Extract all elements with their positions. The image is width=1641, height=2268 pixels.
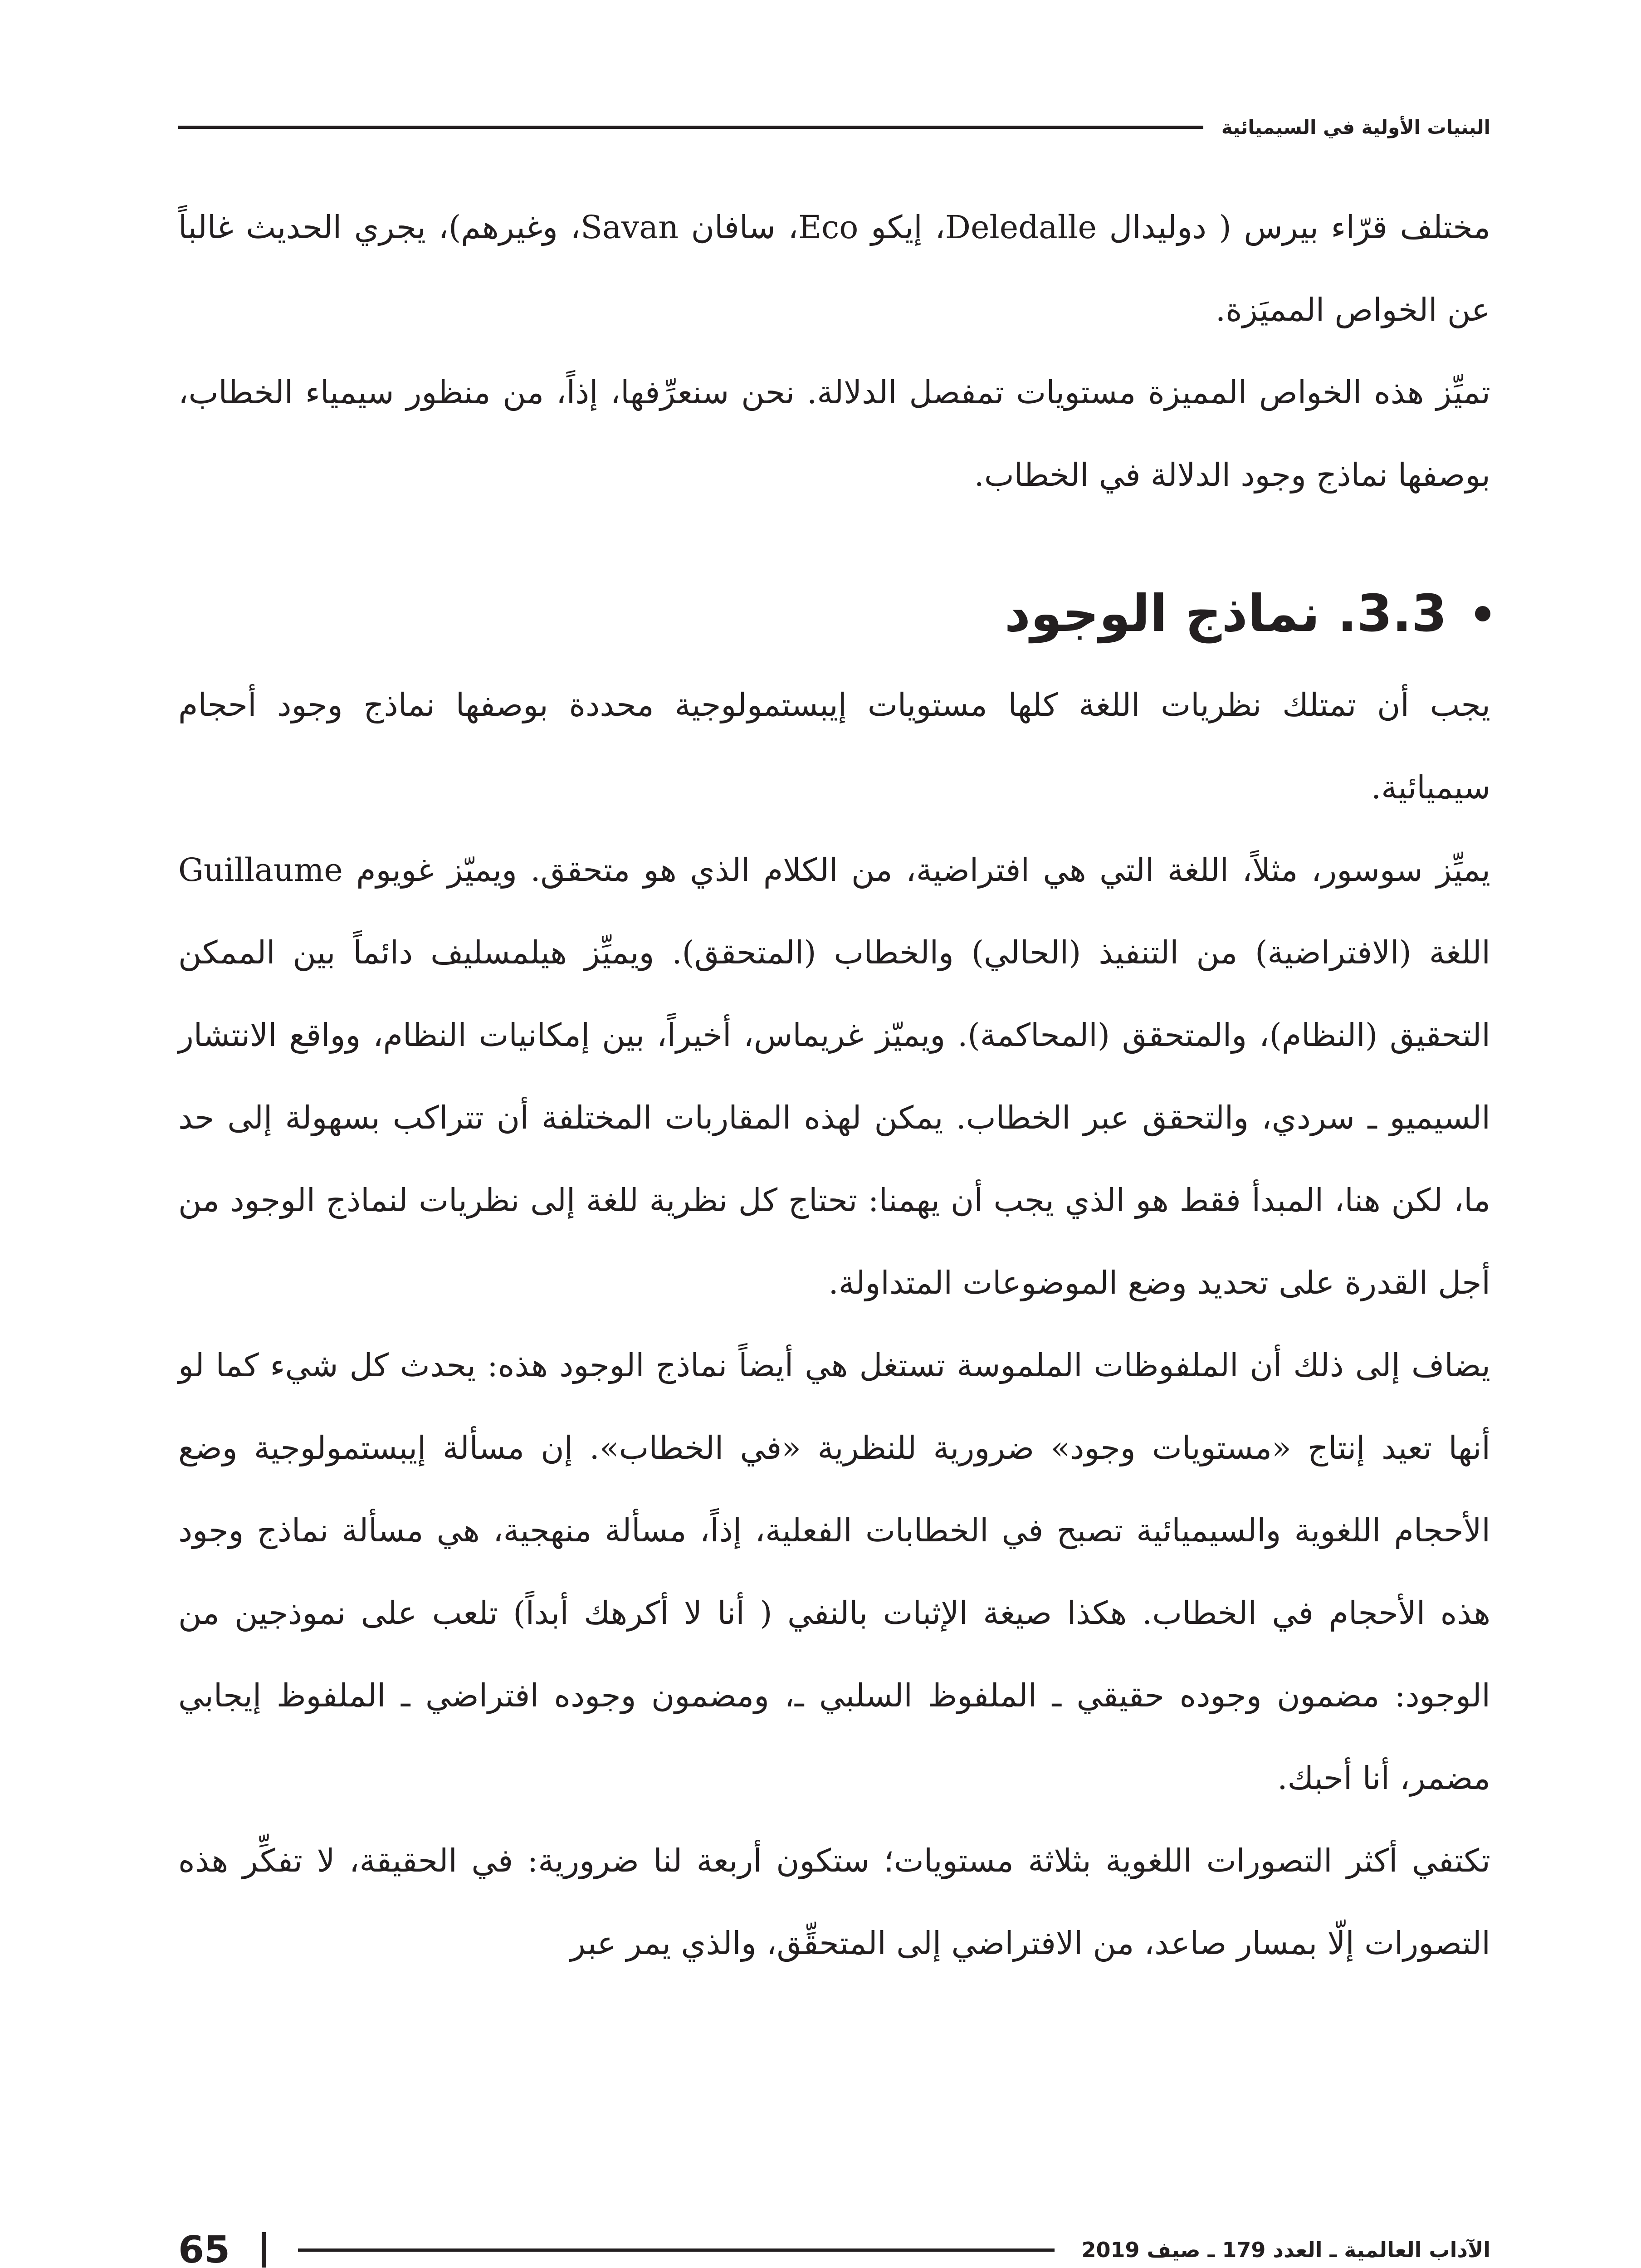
paragraph: تميِّز هذه الخواص المميزة مستويات تمفصل الدلالة. نحن سنعرِّفها، إذاً، من منظور سيمياء الخطاب، بوصفها نماذج وجود الدلالة في الخطاب. — [178, 374, 1490, 494]
running-header-title: البنيات الأولية في السيميائية — [1221, 116, 1490, 138]
running-header — [178, 111, 1490, 143]
paragraph: يميِّز سوسور، مثلاً، اللغة التي هي افتراضية، من الكلام الذي هو متحقق. ويميّز غويوم Guillaume اللغة (الافتراضية) من التنفيذ (الحالي) والخطاب (المتحقق). ويميِّز هيلمسليف دائماً بين الممكن التحقيق (النظام)، والمتحقق (المحاكمة). ويميّز غريماس، أخيراً، بين إمكانيات النظام، وواقع الانتشار السيميو ـ سردي، والتحقق عبر الخطاب. يمكن لهذه المقاربات المختلفة أن تتراكب بسهولة إلى حد ما، لكن هنا، المبدأ فقط هو الذي يجب أن يهمنا: تحتاج كل نظرية للغة إلى نظريات لنماذج الوجود من أجل القدرة على تحديد وضع الموضوعات المتداولة. — [178, 851, 1490, 1301]
article-body — [178, 186, 1490, 1984]
header-rule — [178, 126, 1203, 129]
paragraph: يضاف إلى ذلك أن الملفوظات الملموسة تستغل هي أيضاً نماذج الوجود هذه: يحدث كل شيء كما لو أنها تعيد إنتاج «مستويات وجود» ضرورية للنظرية «في الخطاب». إن مسألة إيبستمولوجية وضع الأحجام اللغوية والسيميائية تصبح في الخطابات الفعلية، إذاً، مسألة منهجية، هي مسألة نماذج وجود هذه الأحجام في الخطاب. هكذا صيغة الإثبات بالنفي ( أنا لا أكرهك أبداً) تلعب على نموذجين من الوجود: مضمون وجوده حقيقي ـ الملفوظ السلبي ـ، ومضمون وجوده افتراضي ـ الملفوظ إيجابي مضمر، أنا أحبك. — [178, 1347, 1490, 1797]
footer-rule — [298, 2248, 1054, 2252]
page-footer — [178, 2225, 1490, 2268]
footer-divider — [262, 2232, 266, 2268]
section-heading — [178, 575, 1490, 652]
section-heading-text: 3.3. نماذج الوجود — [1004, 584, 1447, 643]
bullet-icon — [1475, 606, 1490, 621]
paragraph: مختلف قرّاء بيرس ( دوليدال Deledalle، إيكو Eco، سافان Savan، وغيرهم)، يجري الحديث غالباً عن الخواص المميَزة. — [178, 209, 1490, 328]
paragraph: يجب أن تمتلك نظريات اللغة كلها مستويات إيبستمولوجية محددة بوصفها نماذج وجود أحجام سيميائية. — [178, 686, 1490, 806]
paragraph: تكتفي أكثر التصورات اللغوية بثلاثة مستويات؛ ستكون أربعة لنا ضرورية: في الحقيقة، لا تفكِّر هذه التصورات إلّا بمسار صاعد، من الافتراضي إلى المتحقِّق، والذي يمر عبر — [178, 1842, 1490, 1962]
journal-info: الآداب العالمية ـ العدد 179 ـ صيف 2019 — [1081, 2238, 1490, 2262]
page-number: 65 — [178, 2228, 230, 2268]
